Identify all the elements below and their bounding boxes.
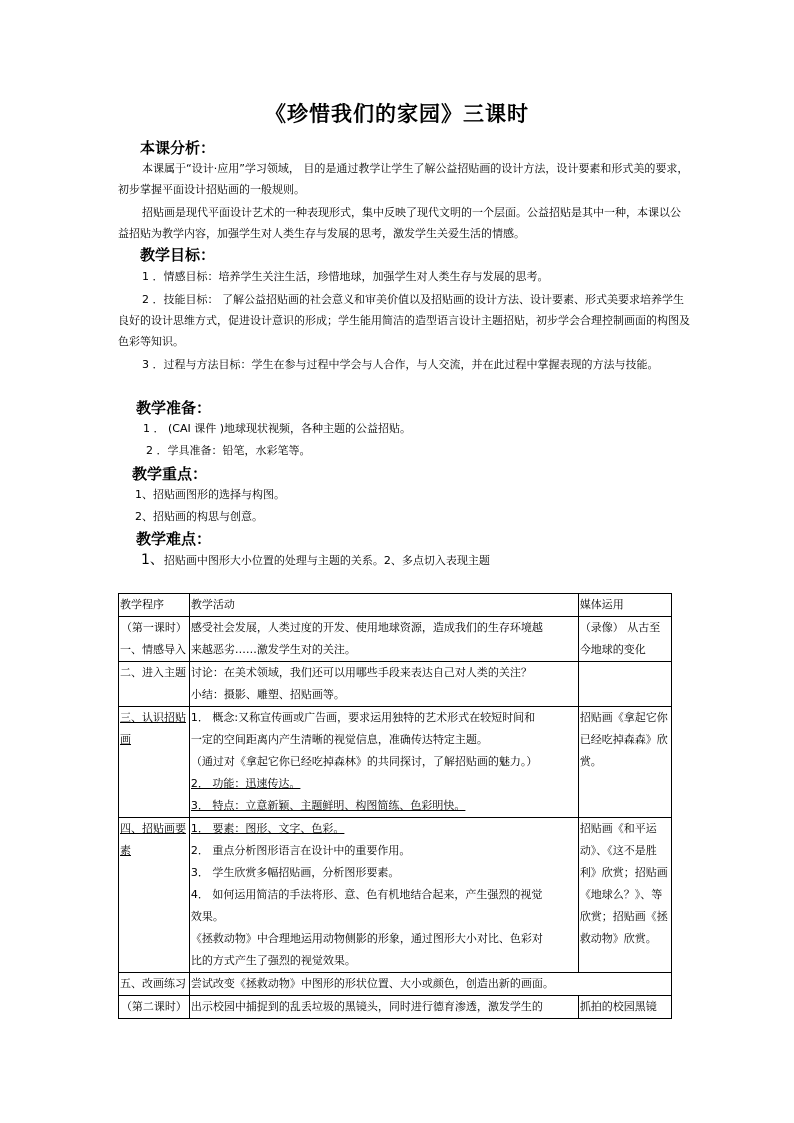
activity-cell [189,707,578,818]
activity-line: 讨论：在美术领域，我们还可以用哪些手段来表达自己对人类的关注？ [190,666,532,679]
key-point-1: 1、招贴画图形的选择与构图。 [135,488,285,501]
activity-line: 一定的空间距离内产生清晰的视觉信息，准确传达特定主题。 [190,733,488,746]
activity-cell [189,617,578,662]
activity-line: 来越恶劣……激发学生对的关注。 [190,643,356,656]
goal-1: 1 ．情感目标：培养学生关注生活，珍惜地球，加强学生对人类生存与发展的思考。 [142,270,549,283]
activity-line: 3． 特点：立意新颖、主题鲜明、构图简练、色彩明快。 [190,799,466,812]
activity-cell [189,818,578,973]
header-media: 媒体运用 [578,594,671,617]
analysis-heading: 本课分析： [140,139,216,157]
media-cell [578,662,671,707]
activity-line: 出示校园中捕捉到的乱丢垃圾的黑镜头，同时进行德育渗透，激发学生的 [190,1000,543,1013]
step-cell [119,662,190,707]
header-activity: 教学活动 [189,594,578,617]
step-line: 画 [120,733,131,746]
analysis-paragraph-2: 招贴画是现代平面设计艺术的一种表现形式，集中反映了现代文明的一个层面。公益招贴是其中一种，本课以公益招贴为教学内容，加强学生对人类生存与发展的思考，激发学生关爱生活的情感。 [118,206,681,240]
step-line: 五、改画练习 [120,977,186,990]
table-row [119,707,672,818]
step-line: （第一课时） [120,621,187,634]
media-line: （录像） 从古至 [579,621,661,634]
table-row [119,617,672,662]
media-line: 招贴画《和平运 [579,822,657,835]
media-cell [578,818,671,973]
table-row [119,818,672,973]
media-line: 今地球的变化 [579,643,646,656]
media-line: 《地球么？》、等 [579,888,663,901]
table-row [119,973,672,996]
step-line: 一、情感导入 [120,643,186,656]
prep-item-2: 2 ．学具准备：铅笔，水彩笔等。 [146,444,311,457]
step-line: 二、进入主题 [120,666,186,679]
goal-2: 2 ．技能目标： 了解公益招贴画的社会意义和审美价值以及招贴画的设计方法、设计要素、形式美要求培养学生良好的设计思维方式，促进设计意识的形成；学生能用简洁的造型语言设计主题招贴，初步学会合理控制画面的构图及色彩等知识。 [118,293,690,348]
difficulty-heading: 教学难点： [136,530,212,548]
goals-heading: 教学目标： [140,246,216,264]
activity-line: 尝试改变《拯救动物》中图形的形状位置、大小或颜色，创造出新的画面。 [190,977,554,990]
activity-cell [189,973,671,996]
step-cell [119,707,190,818]
document-title: 《珍惜我们的家园》三课时 [265,101,529,126]
lesson-plan-table [118,593,672,1019]
activity-line: 2． 重点分析图形语言在设计中的重要作用。 [190,844,411,857]
step-cell [119,973,190,996]
step-line: （第二课时） [120,1000,187,1013]
media-line: 利》欣赏；招贴画 [579,866,668,879]
header-step: 教学程序 [119,594,190,617]
step-cell [119,818,190,973]
goal-3: 3 ．过程与方法目标：学生在参与过程中学会与人合作，与人交流，并在此过程中掌握表现的方法与技能。 [142,358,659,371]
activity-line: 2． 功能：迅速传达。 [190,777,301,790]
step-line: 素 [120,844,131,857]
activity-cell [189,996,578,1019]
prep-item-1: 1 ． (CAI 课件 )地球现状视频，各种主题的公益招贴。 [143,422,412,435]
activity-line: （通过对《拿起它你已经吃掉森林》的共同探讨，了解招贴画的魅力。） [190,755,538,768]
activity-line: 小结：摄影、雕塑、招贴画等。 [190,688,345,701]
table-header-row [119,594,672,617]
activity-line: 《拯救动物》中合理地运用动物侧影的形象，通过图形大小对比、色彩对 [190,932,543,945]
media-line: 招贴画《拿起它你 [579,711,668,724]
media-cell [578,617,671,662]
activity-line: 4． 如何运用简洁的手法将形、意、色有机地结合起来，产生强烈的视觉 [190,888,543,901]
media-cell [578,707,671,818]
prep-heading: 教学准备： [136,399,212,417]
table-row [119,996,672,1019]
media-line: 已经吃掉森森》欣 [579,733,668,746]
activity-line: 比的方式产生了强烈的视觉效果。 [190,954,356,967]
key-point-2: 2、招贴画的构思与创意。 [135,510,263,523]
analysis-paragraph-1: 本课属于“设计·应用”学习领域， 目的是通过教学让学生了解公益招贴画的设计方法，设计要素和形式美的要求，初步掌握平面设计招贴画的一般规则。 [118,162,689,196]
activity-line: 效果。 [190,910,224,923]
activity-line: 感受社会发展，人类过度的开发、使用地球资源，造成我们的生存环境越 [190,621,543,634]
media-cell [578,996,671,1019]
table-row [119,662,672,707]
step-line: 三、认识招贴 [120,711,186,724]
media-line: 欣赏；招贴画《拯 [579,910,668,923]
key-points-heading: 教学重点： [132,465,208,483]
activity-line: 1． 要素：图形、文字、色彩。 [190,822,345,835]
media-line: 动》、《这不是胜 [579,844,657,857]
media-line: 赏。 [579,755,602,768]
media-line: 救动物》欣赏。 [579,932,657,945]
step-line: 四、招贴画要 [120,822,186,835]
difficulty-body: 招贴画中图形大小位置的处理与主题的关系。2、多点切入表现主题 [163,554,490,567]
media-line: 抓拍的校园黑镜 [579,1000,657,1013]
difficulty-number: 1、 [141,552,164,568]
activity-line: 1． 概念:又称宣传画或广告画，要求运用独特的艺术形式在较短时间和 [190,711,536,724]
difficulty-text [141,550,490,571]
step-cell [119,996,190,1019]
step-cell [119,617,190,662]
activity-line: 3． 学生欣赏多幅招贴画，分析图形要素。 [190,866,400,879]
activity-cell [189,662,578,707]
